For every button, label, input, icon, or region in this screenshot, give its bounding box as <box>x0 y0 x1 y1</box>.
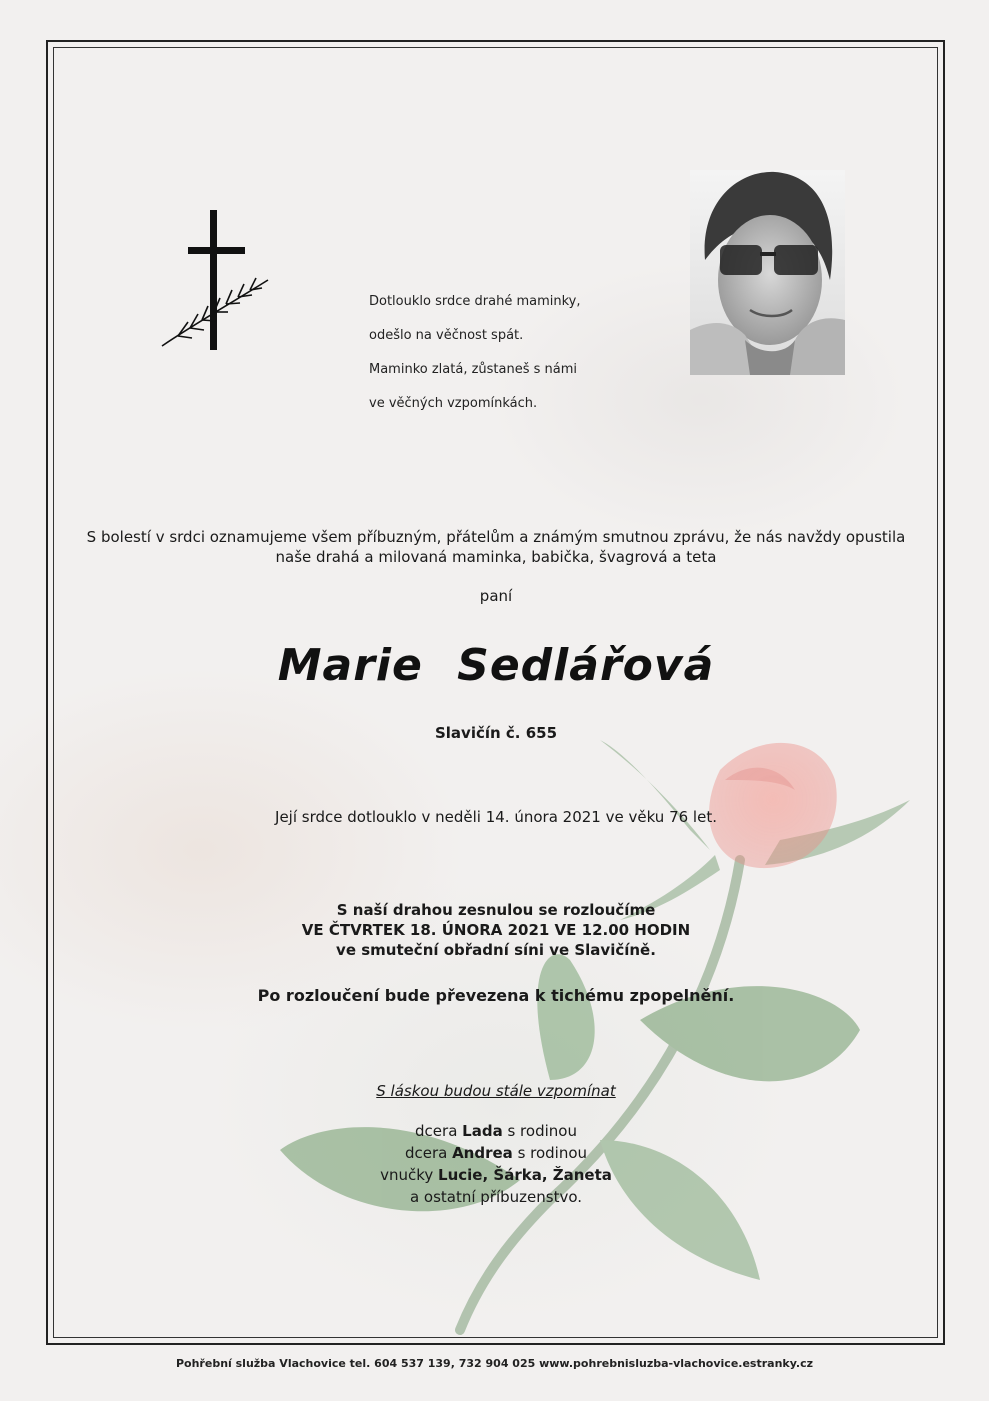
mourner-row: a ostatní příbuzenstvo. <box>409 1188 583 1206</box>
mourners-list <box>54 1120 938 1208</box>
poem-line: ve věčných vzpomínkách. <box>369 396 538 411</box>
cross-icon <box>158 210 274 355</box>
mourner-name: Lucie, Šárka, Žaneta <box>438 1166 612 1184</box>
ceremony-place-line: ve smuteční obřadní síni ve Slavičíně. <box>336 941 656 959</box>
mourner-name: Lada <box>462 1122 503 1140</box>
honorific-title: paní <box>479 587 513 605</box>
mourner-row: vnučky Lucie, Šárka, Žaneta <box>380 1166 612 1184</box>
ceremony-date-line: VE ČTVRTEK 18. ÚNORA 2021 VE 12.00 HODIN <box>301 921 691 939</box>
deceased-name: Marie Sedlářová <box>277 640 715 691</box>
death-info-text: Její srdce dotlouklo v neděli 14. února 2021 ve věku 76 let. <box>275 808 717 826</box>
announcement-line: S bolestí v srdci oznamujeme všem příbuzným, přátelům a známým smutnou zprávu, že nás navždy opustila <box>86 528 906 546</box>
remembrance-heading: S láskou budou stále vzpomínat <box>376 1082 616 1100</box>
funeral-service-footer: Pohřební služba Vlachovice tel. 604 537 139, 732 904 025 www.pohrebnisluzba-vlachovice.estranky.cz <box>175 1357 813 1370</box>
ceremony-line: S naší drahou zesnulou se rozloučíme <box>336 901 656 919</box>
portrait-photo <box>690 170 845 375</box>
mourner-row: dcera Lada s rodinou <box>415 1122 577 1140</box>
poem-line: Maminko zlatá, zůstaneš s námi <box>369 362 578 377</box>
poem-verse <box>369 276 580 429</box>
deceased-address: Slavičín č. 655 <box>434 724 558 742</box>
cremation-note: Po rozloučení bude převezena k tichému zpopelnění. <box>257 986 735 1005</box>
mourner-row: dcera Andrea s rodinou <box>404 1144 588 1162</box>
announcement-text <box>54 527 938 567</box>
poem-line: Dotlouklo srdce drahé maminky, <box>369 294 581 309</box>
announcement-line: naše drahá a milovaná maminka, babička, švagrová a teta <box>275 548 717 566</box>
mourner-name: Andrea <box>452 1144 513 1162</box>
ceremony-info <box>54 900 938 960</box>
poem-line: odešlo na věčnost spát. <box>369 328 524 343</box>
